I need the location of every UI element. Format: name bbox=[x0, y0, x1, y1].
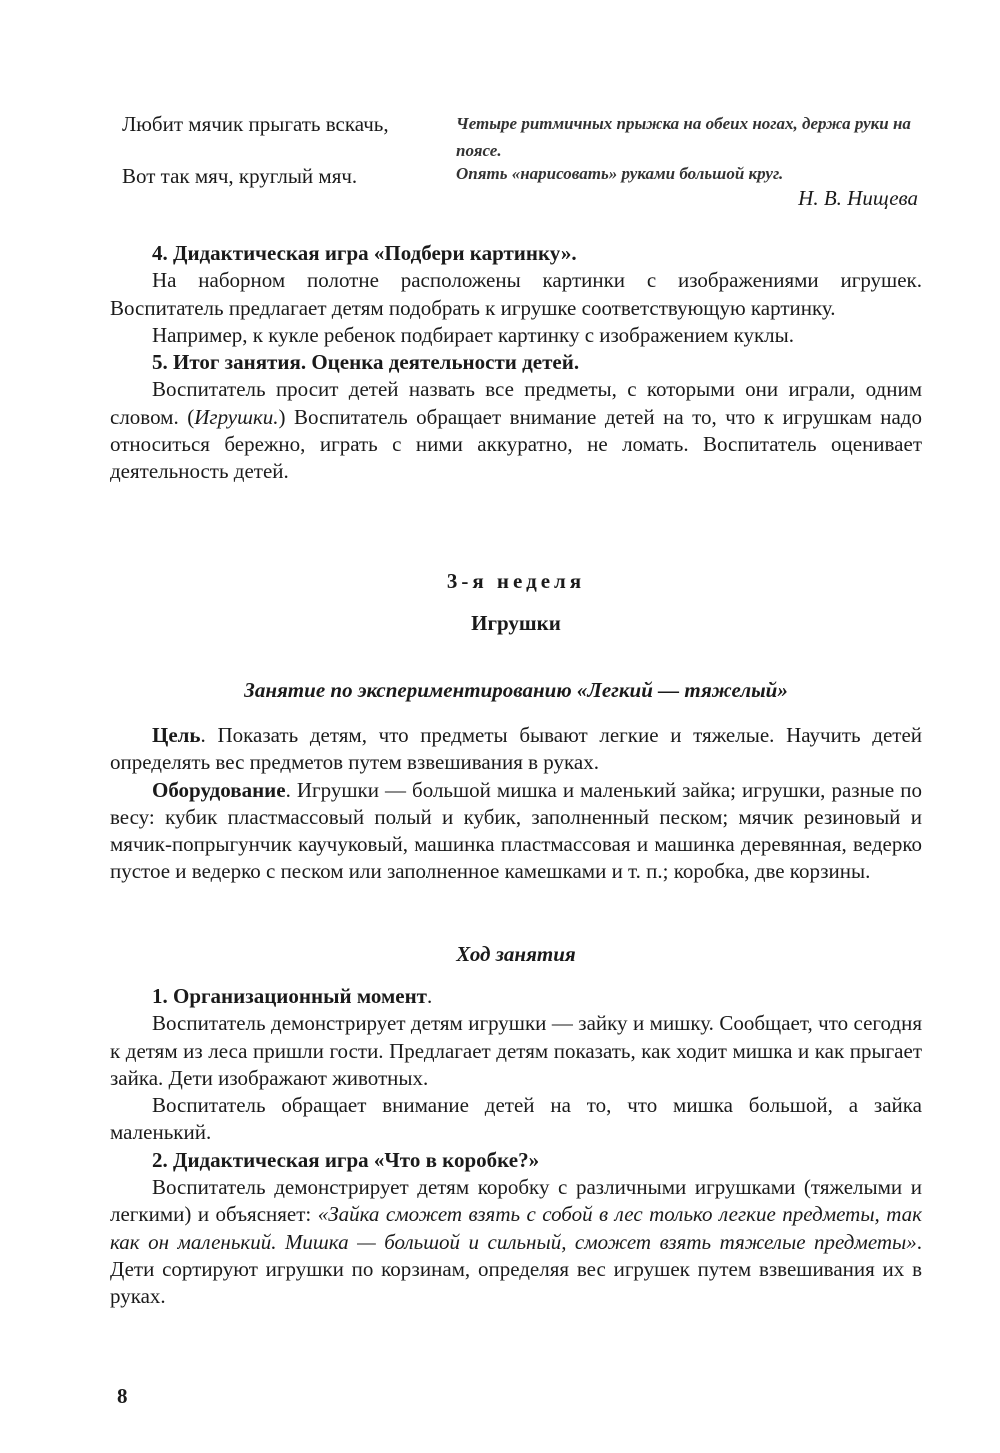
page-number: 8 bbox=[117, 1384, 128, 1408]
poem-direction-2: Опять «нарисовать» руками большой круг. bbox=[456, 164, 784, 183]
step-1-heading: 1. Организационный момент. bbox=[152, 984, 433, 1008]
week-label: 3-я неделя bbox=[446, 569, 586, 593]
section-4-heading: 4. Дидактическая игра «Подбери картинку». bbox=[152, 241, 577, 265]
poem-author: Н. В. Нищева bbox=[798, 186, 918, 210]
section-5-paragraph: Воспитатель просит детей назвать все предметы, с которыми они играли, одним словом. (Игрушки.) Воспитатель обращает внимание детей на то, что к игрушкам надо относиться бережно, играть с ними аккуратно, не ломать. Воспитатель оценивает деятельность детей. bbox=[110, 377, 922, 484]
section-4-paragraph-1: На наборном полотне расположены картинки с изображениями игрушек. Воспитатель предлагает детям подобрать к игрушке соответствующую картинку. bbox=[110, 268, 922, 320]
lesson-title: Занятие по экспериментированию «Легкий — тяжелый» bbox=[244, 678, 788, 702]
goal-paragraph: Цель. Показать детям, что предметы бывают легкие и тяжелые. Научить детей определять вес предметов путем взвешивания в руках. bbox=[110, 723, 922, 775]
poem-line-2: Вот так мяч, круглый мяч. bbox=[122, 164, 358, 188]
course-title: Ход занятия bbox=[456, 942, 576, 966]
week-header bbox=[110, 568, 922, 595]
step-1-paragraph-2: Воспитатель обращает внимание детей на то, что мишка большой, а зайка маленький. bbox=[110, 1093, 922, 1145]
section-5-heading: 5. Итог занятия. Оценка деятельности детей. bbox=[152, 350, 580, 375]
goal-equipment bbox=[110, 722, 922, 886]
section-4-paragraph-2: Например, к кукле ребенок подбирает картинку с изображением куклы. bbox=[152, 322, 795, 347]
step-2-paragraph: Воспитатель демонстрирует детям коробку с различными игрушками (тяжелыми и легкими) и объясняет: «Зайка сможет взять с собой в лес только легкие предметы, так как он маленький. Мишка — большой и сильный, сможет взять тяжелые предметы». Дети сортируют игрушки по корзинам, определяя вес игрушек путем взвешивания их в руках. bbox=[110, 1175, 922, 1309]
course-header bbox=[110, 941, 922, 968]
poem-block bbox=[118, 102, 918, 222]
section-4-5 bbox=[110, 240, 922, 486]
topic-title: Игрушки bbox=[471, 611, 561, 635]
equipment-paragraph: Оборудование. Игрушки — большой мишка и маленький зайка; игрушки, разные по весу: кубик пластмассовый полый и кубик, заполненный песком; мячик резиновый и мячик-попрыгунчик каучуковый, машинка пластмассовая и машинка деревянная, ведерко пустое и ведерко с песком или заполненное камешками и т. п.; коробка, две корзины. bbox=[110, 777, 922, 884]
steps bbox=[110, 983, 922, 1311]
step-1-paragraph-1: Воспитатель демонстрирует детям игрушки — зайку и мишку. Сообщает, что сегодня к детям из леса пришли гости. Предлагает детям показать, как ходит мишка и как прыгает зайка. Дети изображают животных. bbox=[110, 1011, 922, 1090]
poem-direction-1: Четыре ритмичных прыжка на обеих ногах, держа руки на поясе. bbox=[456, 114, 911, 160]
lesson-header bbox=[110, 677, 922, 704]
topic-header bbox=[110, 610, 922, 637]
step-2-heading: 2. Дидактическая игра «Что в коробке?» bbox=[152, 1147, 540, 1172]
poem-line-1: Любит мячик прыгать вскачь, bbox=[122, 112, 389, 136]
